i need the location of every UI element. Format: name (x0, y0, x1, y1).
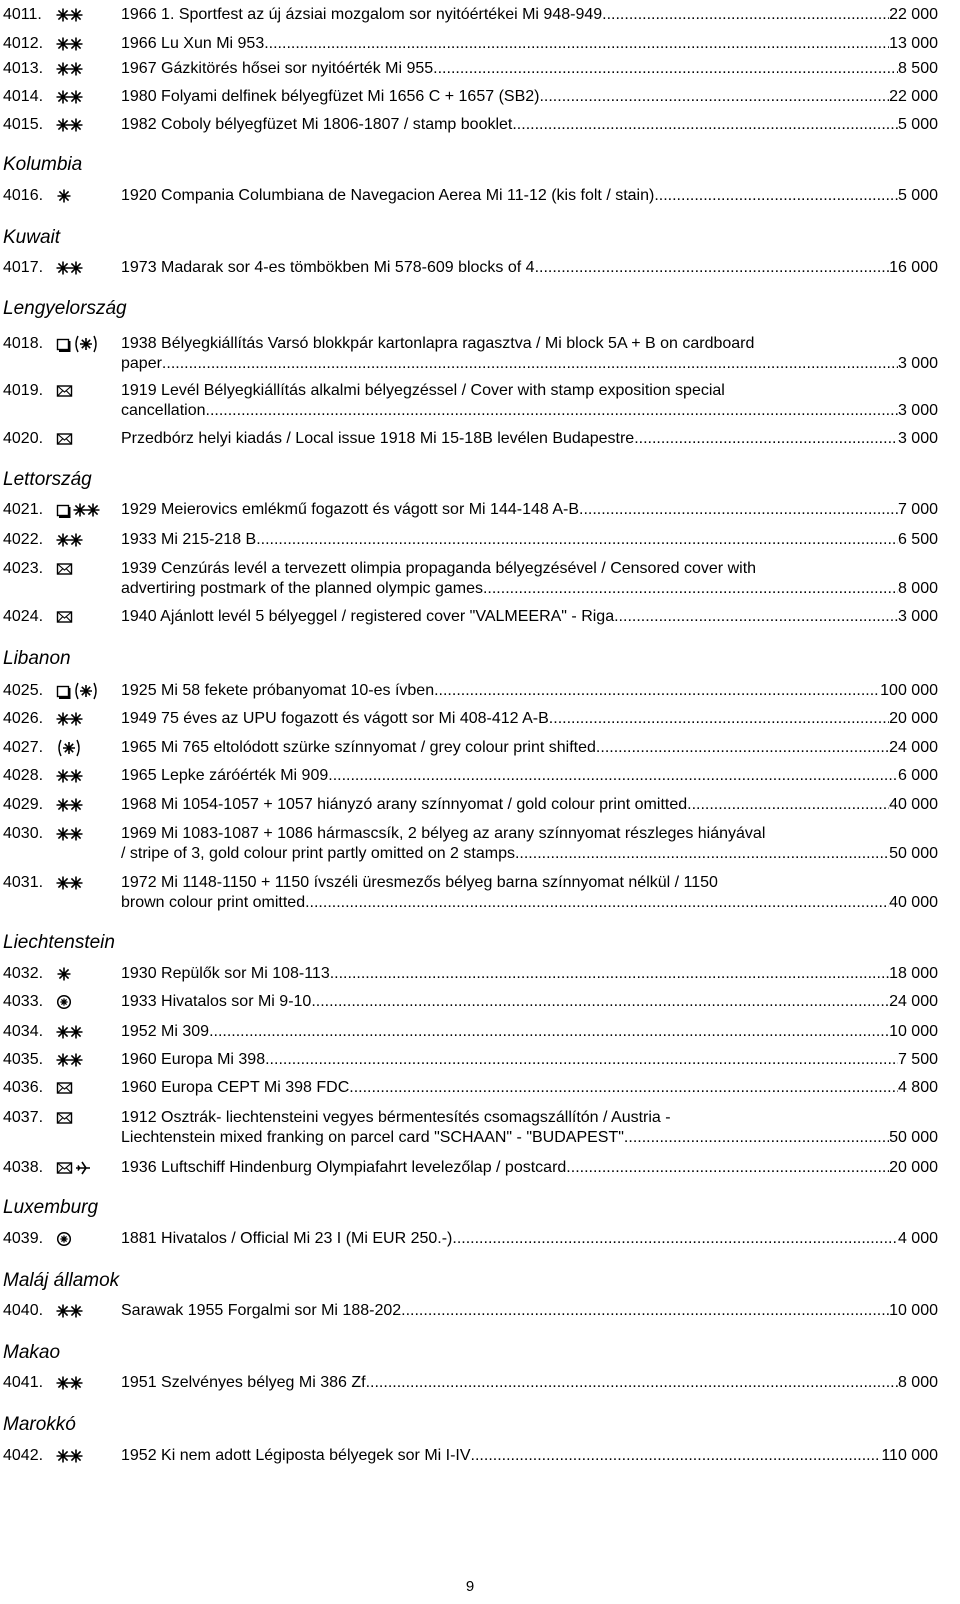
lot-number: 4015. (3, 116, 44, 133)
condition-icons (56, 61, 84, 77)
section-title: Marokkó (3, 1414, 76, 1435)
mint-hinged-paren-icon (73, 335, 99, 353)
condition-icons (56, 768, 84, 784)
description-text: Liechtenstein mixed franking on parcel card "SCHAAN" - "BUDAPEST" (121, 1129, 624, 1146)
lot-number: 4014. (3, 88, 44, 105)
dot-leader (256, 530, 898, 550)
lot-description (121, 709, 938, 729)
catalog-entry (3, 1108, 938, 1148)
dot-leader (634, 429, 898, 449)
catalog-entry (3, 1229, 938, 1249)
condition-icons (56, 336, 99, 352)
mint-never-hinged-icon (56, 61, 84, 77)
description-text: 1951 Szelvényes bélyeg Mi 386 Zf. (121, 1374, 371, 1391)
mint-never-hinged-icon (56, 532, 84, 548)
condition-icons (56, 609, 74, 625)
condition-icons (56, 561, 74, 577)
condition-icons (56, 740, 82, 756)
catalog-entry (3, 1301, 938, 1321)
condition-icons (56, 1231, 72, 1247)
condition-icons (56, 260, 84, 276)
description-text: 1912 Osztrák- liechtensteini vegyes bérmentesítés csomagszállítón / Austria - (121, 1109, 671, 1126)
description-text: 1929 Meierovics emlékmű fogazott és vágott sor Mi 144-148 A-B (121, 501, 579, 518)
condition-icons (56, 1110, 74, 1126)
condition-icons (56, 188, 72, 204)
lot-price: 20 000 (889, 710, 938, 727)
condition-icons (56, 1448, 84, 1464)
catalog-entry (3, 1373, 938, 1393)
catalog-entry (3, 824, 938, 864)
catalog-entry (3, 873, 938, 913)
lot-number: 4020. (3, 430, 44, 447)
mint-never-hinged-icon (56, 1375, 84, 1391)
condition-icons (56, 875, 84, 891)
mint-never-hinged-icon (56, 711, 84, 727)
lot-number: 4024. (3, 608, 44, 625)
mint-never-hinged-icon (73, 502, 101, 518)
lot-description (121, 429, 938, 449)
lot-price: 16 000 (889, 259, 938, 276)
lot-number: 4036. (3, 1079, 44, 1096)
condition-icons (56, 711, 84, 727)
dot-leader (434, 681, 880, 701)
lot-price: 7 500 (897, 1051, 938, 1068)
lot-number: 4029. (3, 796, 44, 813)
dot-leader (349, 1078, 898, 1098)
lot-description (121, 1108, 938, 1148)
description-text: advertiring postmark of the planned olympic games (121, 580, 483, 597)
mint-never-hinged-icon (56, 797, 84, 813)
description-text: 1969 Mi 1083-1087 + 1086 hármascsík, 2 bélyeg az arany színnyomat részleges hiányával (121, 825, 766, 842)
used-icon (56, 1231, 72, 1247)
catalog-entry (3, 500, 938, 520)
description-text: 1925 Mi 58 fekete próbanyomat 10-es ívben (121, 682, 435, 699)
catalog-entry (3, 992, 938, 1012)
lot-number: 4038. (3, 1159, 44, 1176)
lot-description (121, 1373, 938, 1393)
description-text: 1952 Mi 309 (121, 1023, 210, 1040)
lot-price: 4 800 (897, 1079, 938, 1096)
catalog-entry (3, 964, 938, 984)
section-title: Lettország (3, 469, 92, 490)
used-icon (56, 994, 72, 1010)
lot-number: 4011. (3, 6, 42, 23)
lot-number: 4016. (3, 187, 44, 204)
condition-icons (56, 1160, 91, 1176)
lot-number: 4031. (3, 874, 44, 891)
lot-price: 50 000 (889, 1129, 938, 1146)
cover-icon (56, 1160, 74, 1176)
cover-icon (56, 1080, 74, 1096)
block-icon (56, 336, 72, 352)
condition-icons (56, 7, 84, 23)
section-title: Libanon (3, 648, 71, 669)
description-text: 1952 Ki nem adott Légiposta bélyegek sor Mi I-IV (121, 1447, 471, 1464)
dot-leader (614, 607, 898, 627)
catalog-entry (3, 381, 938, 421)
description-text: 1939 Cenzúrás levél a tervezett olimpia propaganda bélyegzésével / Censored cover with (121, 560, 757, 577)
catalog-entry (3, 709, 938, 729)
lot-price: 22 000 (889, 88, 938, 105)
dot-leader (209, 1022, 889, 1042)
lot-number: 4021. (3, 501, 44, 518)
dot-leader (549, 709, 889, 729)
lot-price: 22 000 (889, 6, 938, 23)
lot-price: 3 000 (897, 430, 938, 447)
lot-number: 4030. (3, 825, 44, 842)
cover-icon (56, 431, 74, 447)
catalog-entry (3, 607, 938, 627)
description-text: 1982 Coboly bélyegfüzet Mi 1806-1807 / stamp booklet (121, 116, 513, 133)
description-text: 1933 Mi 215-218 B (121, 531, 257, 548)
lot-number: 4019. (3, 382, 44, 399)
dot-leader (535, 258, 890, 278)
catalog-entry (3, 258, 938, 278)
description-text: cancellation (121, 402, 206, 419)
description-text: 1965 Mi 765 eltolódott szürke színnyomat / grey colour print shifted (121, 739, 596, 756)
lot-description (121, 1301, 938, 1321)
description-text: Przedbórz helyi kiadás / Local issue 1918 Mi 15-18B levélen Budapestre (121, 430, 635, 447)
dot-leader (311, 992, 889, 1012)
dot-leader (206, 401, 898, 421)
lot-price: 8 000 (897, 1374, 938, 1391)
block-icon (56, 502, 72, 518)
lot-description (121, 607, 938, 627)
section-title: Lengyelország (3, 298, 127, 319)
lot-description (121, 1078, 938, 1098)
lot-description (121, 87, 938, 107)
mint-never-hinged-icon (56, 1024, 84, 1040)
mint-never-hinged-icon (56, 36, 84, 52)
lot-description (121, 1022, 938, 1042)
lot-number: 4012. (3, 35, 44, 52)
dot-leader (401, 1301, 889, 1321)
lot-description (121, 873, 938, 913)
catalog-entry (3, 1050, 938, 1070)
lot-price: 13 000 (889, 35, 938, 52)
lot-number: 4039. (3, 1230, 44, 1247)
lot-number: 4013. (3, 60, 44, 77)
mint-never-hinged-icon (56, 826, 84, 842)
dot-leader (471, 1446, 882, 1466)
catalog-entry (3, 87, 938, 107)
condition-icons (56, 1375, 84, 1391)
cover-icon (56, 609, 74, 625)
description-text: paper (121, 355, 162, 372)
lot-description (121, 59, 938, 79)
lot-number: 4033. (3, 993, 44, 1010)
dot-leader (264, 34, 889, 54)
dot-leader (265, 1050, 898, 1070)
condition-icons (56, 89, 84, 105)
condition-icons (56, 502, 101, 518)
catalog-entry (3, 334, 938, 374)
catalog-entry (3, 681, 938, 701)
lot-price: 100 000 (880, 682, 938, 699)
lot-price: 6 500 (897, 531, 938, 548)
catalog-entry (3, 738, 938, 758)
lot-description (121, 1158, 938, 1178)
lot-number: 4034. (3, 1023, 44, 1040)
description-text: Sarawak 1955 Forgalmi sor Mi 188-202 (121, 1302, 402, 1319)
catalog-entry (3, 186, 938, 206)
description-text: 1940 Ajánlott levél 5 bélyeggel / registered cover "VALMEERA" - Riga (121, 608, 615, 625)
dot-leader (305, 893, 889, 913)
lot-number: 4018. (3, 335, 44, 352)
description-text: 1968 Mi 1054-1057 + 1057 hiányzó arany színnyomat / gold colour print omitted (121, 796, 688, 813)
mint-never-hinged-icon (56, 768, 84, 784)
description-text: 1936 Luftschiff Hindenburg Olympiafahrt levelezőlap / postcard (121, 1159, 567, 1176)
catalog-entry (3, 766, 938, 786)
lot-price: 3 000 (897, 608, 938, 625)
dot-leader (539, 87, 889, 107)
catalog-entry (3, 115, 938, 135)
lot-number: 4040. (3, 1302, 44, 1319)
catalog-entry (3, 1078, 938, 1098)
cover-icon (56, 561, 74, 577)
lot-number: 4026. (3, 710, 44, 727)
condition-icons (56, 36, 84, 52)
condition-icons (56, 383, 74, 399)
cover-icon (56, 383, 74, 399)
block-icon (56, 683, 72, 699)
condition-icons (56, 431, 74, 447)
dot-leader (602, 5, 889, 25)
cover-icon (56, 1110, 74, 1126)
lot-price: 7 000 (897, 501, 938, 518)
description-text: 1881 Hivatalos / Official Mi 23 I (Mi EUR 250.-) (121, 1230, 453, 1247)
lot-number: 4017. (3, 259, 44, 276)
mint-hinged-paren-icon (56, 739, 82, 757)
lot-price: 4 000 (897, 1230, 938, 1247)
condition-icons (56, 797, 84, 813)
lot-price: 8 000 (897, 580, 938, 597)
dot-leader (687, 795, 889, 815)
mint-never-hinged-icon (56, 117, 84, 133)
lot-price: 20 000 (889, 1159, 938, 1176)
lot-price: 24 000 (889, 993, 938, 1010)
lot-description (121, 5, 938, 25)
description-text: 1960 Europa Mi 398 (121, 1051, 266, 1068)
description-text: 1967 Gázkitörés hősei sor nyitóérték Mi 955 (121, 60, 434, 77)
section-title: Kolumbia (3, 154, 83, 175)
lot-price: 8 500 (897, 60, 938, 77)
dot-leader (370, 1373, 898, 1393)
condition-icons (56, 826, 84, 842)
lot-description (121, 530, 938, 550)
mint-hinged-icon (56, 966, 72, 982)
lot-description (121, 186, 938, 206)
mint-never-hinged-icon (56, 1448, 84, 1464)
lot-number: 4041. (3, 1374, 44, 1391)
catalog-entry (3, 530, 938, 550)
description-text: 1919 Levél Bélyegkiállítás alkalmi bélyegzéssel / Cover with stamp exposition special (121, 382, 725, 399)
lot-description (121, 381, 938, 421)
description-text: 1966 Lu Xun Mi 953 (121, 35, 265, 52)
description-text: 1980 Folyami delfinek bélyegfüzet Mi 1656 C + 1657 (SB2) (121, 88, 540, 105)
lot-description (121, 1050, 938, 1070)
lot-description (121, 795, 938, 815)
section-title: Makao (3, 1342, 61, 1363)
description-text: 1960 Europa CEPT Mi 398 FDC (121, 1079, 350, 1096)
lot-price: 3 000 (897, 402, 938, 419)
lot-price: 5 000 (897, 187, 938, 204)
condition-icons (56, 1080, 74, 1096)
section-title: Liechtenstein (3, 932, 115, 953)
description-text: 1972 Mi 1148-1150 + 1150 ívszéli üresmezős bélyeg barna színnyomat nélkül / 1150 (121, 874, 718, 891)
condition-icons (56, 1303, 84, 1319)
dot-leader (328, 766, 898, 786)
mint-never-hinged-icon (56, 1052, 84, 1068)
lot-description (121, 992, 938, 1012)
mint-never-hinged-icon (56, 89, 84, 105)
condition-icons (56, 683, 99, 699)
airmail-icon (75, 1160, 91, 1176)
catalog-entry (3, 559, 938, 599)
lot-number: 4037. (3, 1109, 44, 1126)
dot-leader (162, 354, 898, 374)
dot-leader (515, 844, 889, 864)
lot-price: 6 000 (897, 767, 938, 784)
dot-leader (654, 186, 898, 206)
lot-number: 4025. (3, 682, 44, 699)
description-text: 1966 1. Sportfest az új ázsiai mozgalom sor nyitóértékei Mi 948-949 (121, 6, 603, 23)
catalog-entry (3, 795, 938, 815)
mint-never-hinged-icon (56, 7, 84, 23)
condition-icons (56, 966, 72, 982)
condition-icons (56, 532, 84, 548)
description-text: 1933 Hivatalos sor Mi 9-10 (121, 993, 312, 1010)
lot-price: 3 000 (897, 355, 938, 372)
dot-leader (433, 59, 898, 79)
mint-hinged-icon (56, 188, 72, 204)
lot-description (121, 258, 938, 278)
lot-price: 50 000 (889, 845, 938, 862)
dot-leader (596, 738, 889, 758)
lot-price: 40 000 (889, 796, 938, 813)
condition-icons (56, 994, 72, 1010)
catalog-entry (3, 1022, 938, 1042)
description-text: 1973 Madarak sor 4-es tömbökben Mi 578-609 blocks of 4 (121, 259, 535, 276)
lot-description (121, 964, 938, 984)
mint-never-hinged-icon (56, 1303, 84, 1319)
lot-number: 4022. (3, 531, 44, 548)
lot-number: 4023. (3, 560, 44, 577)
description-text: brown colour print omitted (121, 894, 306, 911)
lot-description (121, 824, 938, 864)
lot-number: 4042. (3, 1447, 44, 1464)
lot-price: 10 000 (889, 1302, 938, 1319)
lot-description (121, 1229, 938, 1249)
lot-price: 18 000 (889, 965, 938, 982)
dot-leader (512, 115, 898, 135)
section-title: Luxemburg (3, 1197, 99, 1218)
lot-description (121, 334, 938, 374)
page-number: 9 (465, 1578, 475, 1595)
lot-price: 40 000 (889, 894, 938, 911)
lot-description (121, 738, 938, 758)
lot-price: 24 000 (889, 739, 938, 756)
description-text: 1920 Compania Columbiana de Navegacion Aerea Mi 11-12 (kis folt / stain) (121, 187, 655, 204)
catalog-entry (3, 5, 938, 25)
dot-leader (483, 579, 898, 599)
lot-description (121, 34, 938, 54)
lot-number: 4027. (3, 739, 44, 756)
dot-leader (624, 1128, 889, 1148)
catalog-entry (3, 1446, 938, 1466)
description-text: / stripe of 3, gold colour print partly omitted on 2 stamps (121, 845, 515, 862)
section-title: Maláj államok (3, 1270, 120, 1291)
mint-never-hinged-icon (56, 875, 84, 891)
lot-price: 5 000 (897, 116, 938, 133)
section-title: Kuwait (3, 227, 61, 248)
lot-number: 4035. (3, 1051, 44, 1068)
description-text: 1938 Bélyegkiállítás Varsó blokkpár kartonlapra ragasztva / Mi block 5A + B on cardboard (121, 335, 755, 352)
lot-price: 10 000 (889, 1023, 938, 1040)
mint-never-hinged-icon (56, 260, 84, 276)
lot-description (121, 500, 938, 520)
lot-number: 4032. (3, 965, 44, 982)
condition-icons (56, 1024, 84, 1040)
lot-description (121, 1446, 938, 1466)
catalog-entry (3, 1158, 938, 1178)
dot-leader (579, 500, 898, 520)
lot-number: 4028. (3, 767, 44, 784)
catalog-entry (3, 34, 938, 54)
catalog-entry (3, 59, 938, 79)
lot-description (121, 766, 938, 786)
description-text: 1965 Lepke záróérték Mi 909 (121, 767, 329, 784)
description-text: 1949 75 éves az UPU fogazott és vágott sor Mi 408-412 A-B (121, 710, 549, 727)
lot-description (121, 681, 938, 701)
dot-leader (566, 1158, 889, 1178)
mint-hinged-paren-icon (73, 682, 99, 700)
dot-leader (330, 964, 889, 984)
condition-icons (56, 117, 84, 133)
lot-price: 110 000 (881, 1447, 938, 1464)
catalog-entry (3, 429, 938, 449)
lot-description (121, 559, 938, 599)
description-text: 1930 Repülők sor Mi 108-113 (121, 965, 330, 982)
dot-leader (452, 1229, 898, 1249)
condition-icons (56, 1052, 84, 1068)
lot-description (121, 115, 938, 135)
